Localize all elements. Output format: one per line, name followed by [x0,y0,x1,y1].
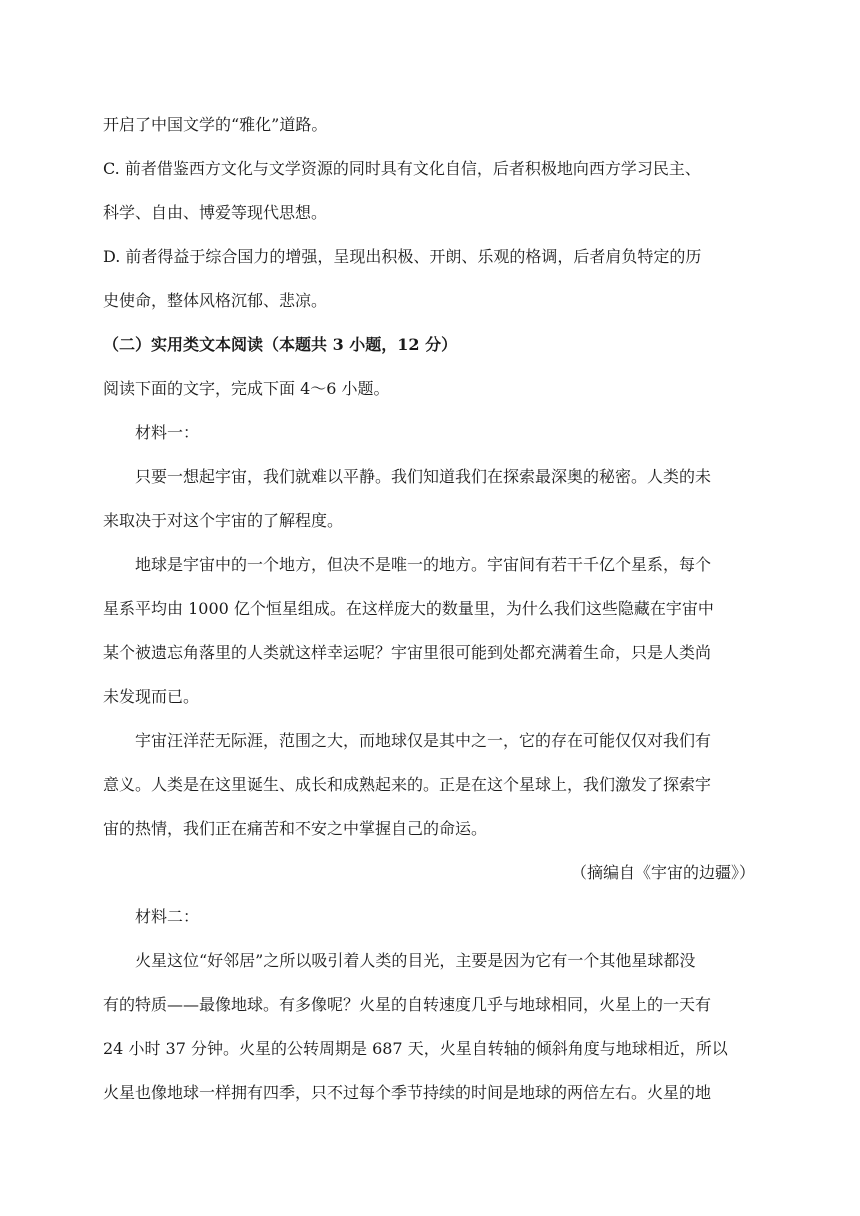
paragraph-line: 宇宙汪洋茫无际涯，范围之大，而地球仅是其中之一，它的存在可能仅仅对我们有 [135,731,712,750]
option-d-line-1: D. 前者得益于综合国力的增强，呈现出积极、开朗、乐观的格调，后者肩负特定的历 [103,247,702,266]
paragraph-line: 宙的热情，我们正在痛苦和不安之中掌握自己的命运。 [103,819,488,838]
paragraph-line: 火星也像地球一样拥有四季，只不过每个季节持续的时间是地球的两倍左右。火星的地 [103,1083,712,1102]
paragraph-line: 24 小时 37 分钟。火星的公转周期是 687 天，火星自转轴的倾斜角度与地球相近，所以 [103,1039,728,1058]
paragraph-line: 意义。人类是在这里诞生、成长和成熟起来的。正是在这个星球上，我们激发了探索宇 [103,775,712,794]
paragraph-line: 某个被遗忘角落里的人类就这样幸运呢？宇宙里很可能到处都充满着生命，只是人类尚 [103,643,712,662]
text-line: 开启了中国文学的“雅化”道路。 [103,115,328,134]
source-citation: （摘编自《宇宙的边疆》） [570,863,755,882]
paragraph-line: 未发现而已。 [103,687,200,706]
option-c-line-2: 科学、自由、博爱等现代思想。 [103,203,328,222]
material-two-label: 材料二： [135,907,200,926]
option-c-line-1: C. 前者借鉴西方文化与文学资源的同时具有文化自信，后者积极地向西方学习民主、 [103,159,701,178]
paragraph-line: 来取决于对这个宇宙的了解程度。 [103,511,344,530]
paragraph-line: 火星这位“好邻居”之所以吸引着人类的目光，主要是因为它有一个其他星球都没 [135,951,696,970]
instruction-text: 阅读下面的文字，完成下面 4～6 小题。 [103,379,390,398]
paragraph-line: 地球是宇宙中的一个地方，但决不是唯一的地方。宇宙间有若干千亿个星系，每个 [135,555,712,574]
paragraph-line: 有的特质——最像地球。有多像呢？火星的自转速度几乎与地球相同，火星上的一天有 [103,995,712,1014]
paragraph-line: 只要一想起宇宙，我们就难以平静。我们知道我们在探索最深奥的秘密。人类的未 [135,467,712,486]
paragraph-line: 星系平均由 1000 亿个恒星组成。在这样庞大的数量里，为什么我们这些隐藏在宇宙中 [103,599,714,618]
option-d-line-2: 史使命，整体风格沉郁、悲凉。 [103,291,328,310]
section-heading: （二）实用类文本阅读（本题共 3 小题，12 分） [103,335,458,354]
material-one-label: 材料一： [135,423,200,442]
